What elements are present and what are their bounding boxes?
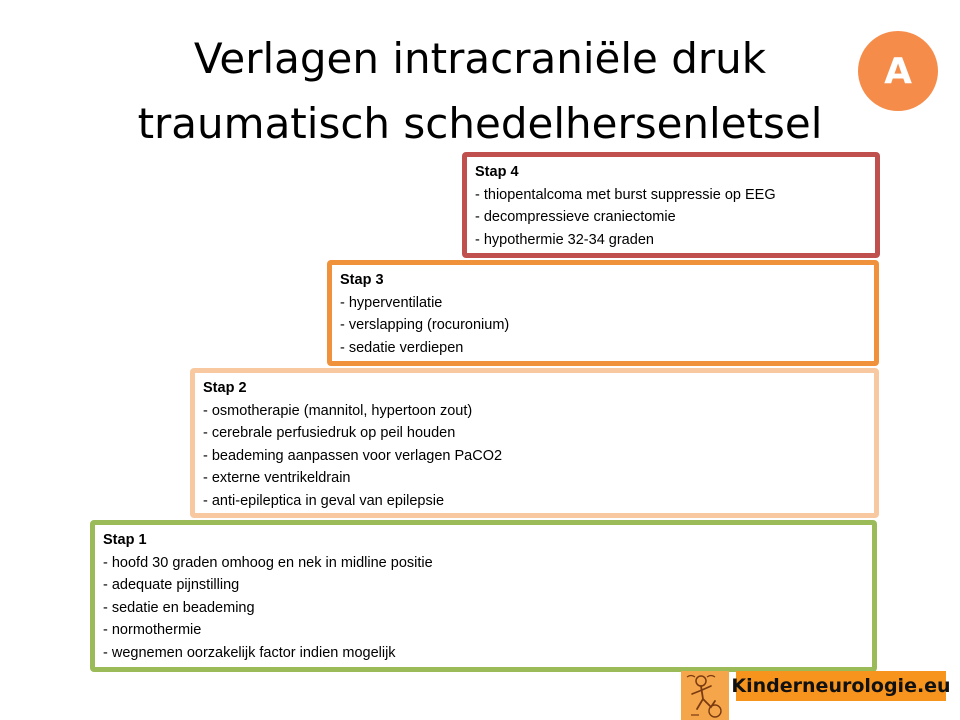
step-3-box [327, 260, 879, 366]
step-4-item: - thiopentalcoma met burst suppressie op EEG [475, 186, 776, 203]
step-2-item: - cerebrale perfusiedruk op peil houden [203, 425, 456, 441]
step-3-item: - hyperventilatie [340, 294, 443, 311]
step-3-item: - verslapping (rocuronium) [340, 317, 510, 333]
step-1-item: - normothermie [103, 622, 202, 638]
step-1-item: - wegnemen oorzakelijk factor indien mogelijk [103, 644, 396, 661]
step-4-item: - hypothermie 32-34 graden [475, 231, 654, 248]
step-4-box [462, 152, 880, 258]
step-1-item: - hoofd 30 graden omhoog en nek in midline positie [103, 554, 433, 571]
step-2-title: Stap 2 [203, 380, 247, 396]
step-4-title: Stap 4 [475, 164, 519, 180]
logo-label: Kinderneurologie.eu [736, 671, 946, 701]
step-4-item: - decompressieve craniectomie [475, 209, 676, 225]
step-3-item: - sedatie verdiepen [340, 339, 464, 356]
step-3-title: Stap 3 [340, 272, 384, 288]
step-2-box [190, 368, 879, 518]
slide-title-line-2: traumatisch schedelhersenletsel [137, 99, 823, 148]
step-1-item: - sedatie en beademing [103, 599, 255, 616]
child-figure-icon [681, 671, 729, 720]
slide-title-line-1: Verlagen intracraniële druk [193, 34, 767, 83]
step-2-item: - externe ventrikeldrain [203, 470, 351, 486]
section-badge: A [858, 31, 938, 111]
child-figure-icon-graphic [681, 671, 729, 720]
step-2-item: - anti-epileptica in geval van epilepsie [203, 492, 445, 509]
step-2-item: - beademing aanpassen voor verlagen PaCO2 [203, 447, 503, 464]
step-1-box [90, 520, 877, 672]
step-1-item: - adequate pijnstilling [103, 577, 240, 593]
step-2-item: - osmotherapie (mannitol, hypertoon zout) [203, 402, 473, 419]
step-1-title: Stap 1 [103, 532, 147, 548]
